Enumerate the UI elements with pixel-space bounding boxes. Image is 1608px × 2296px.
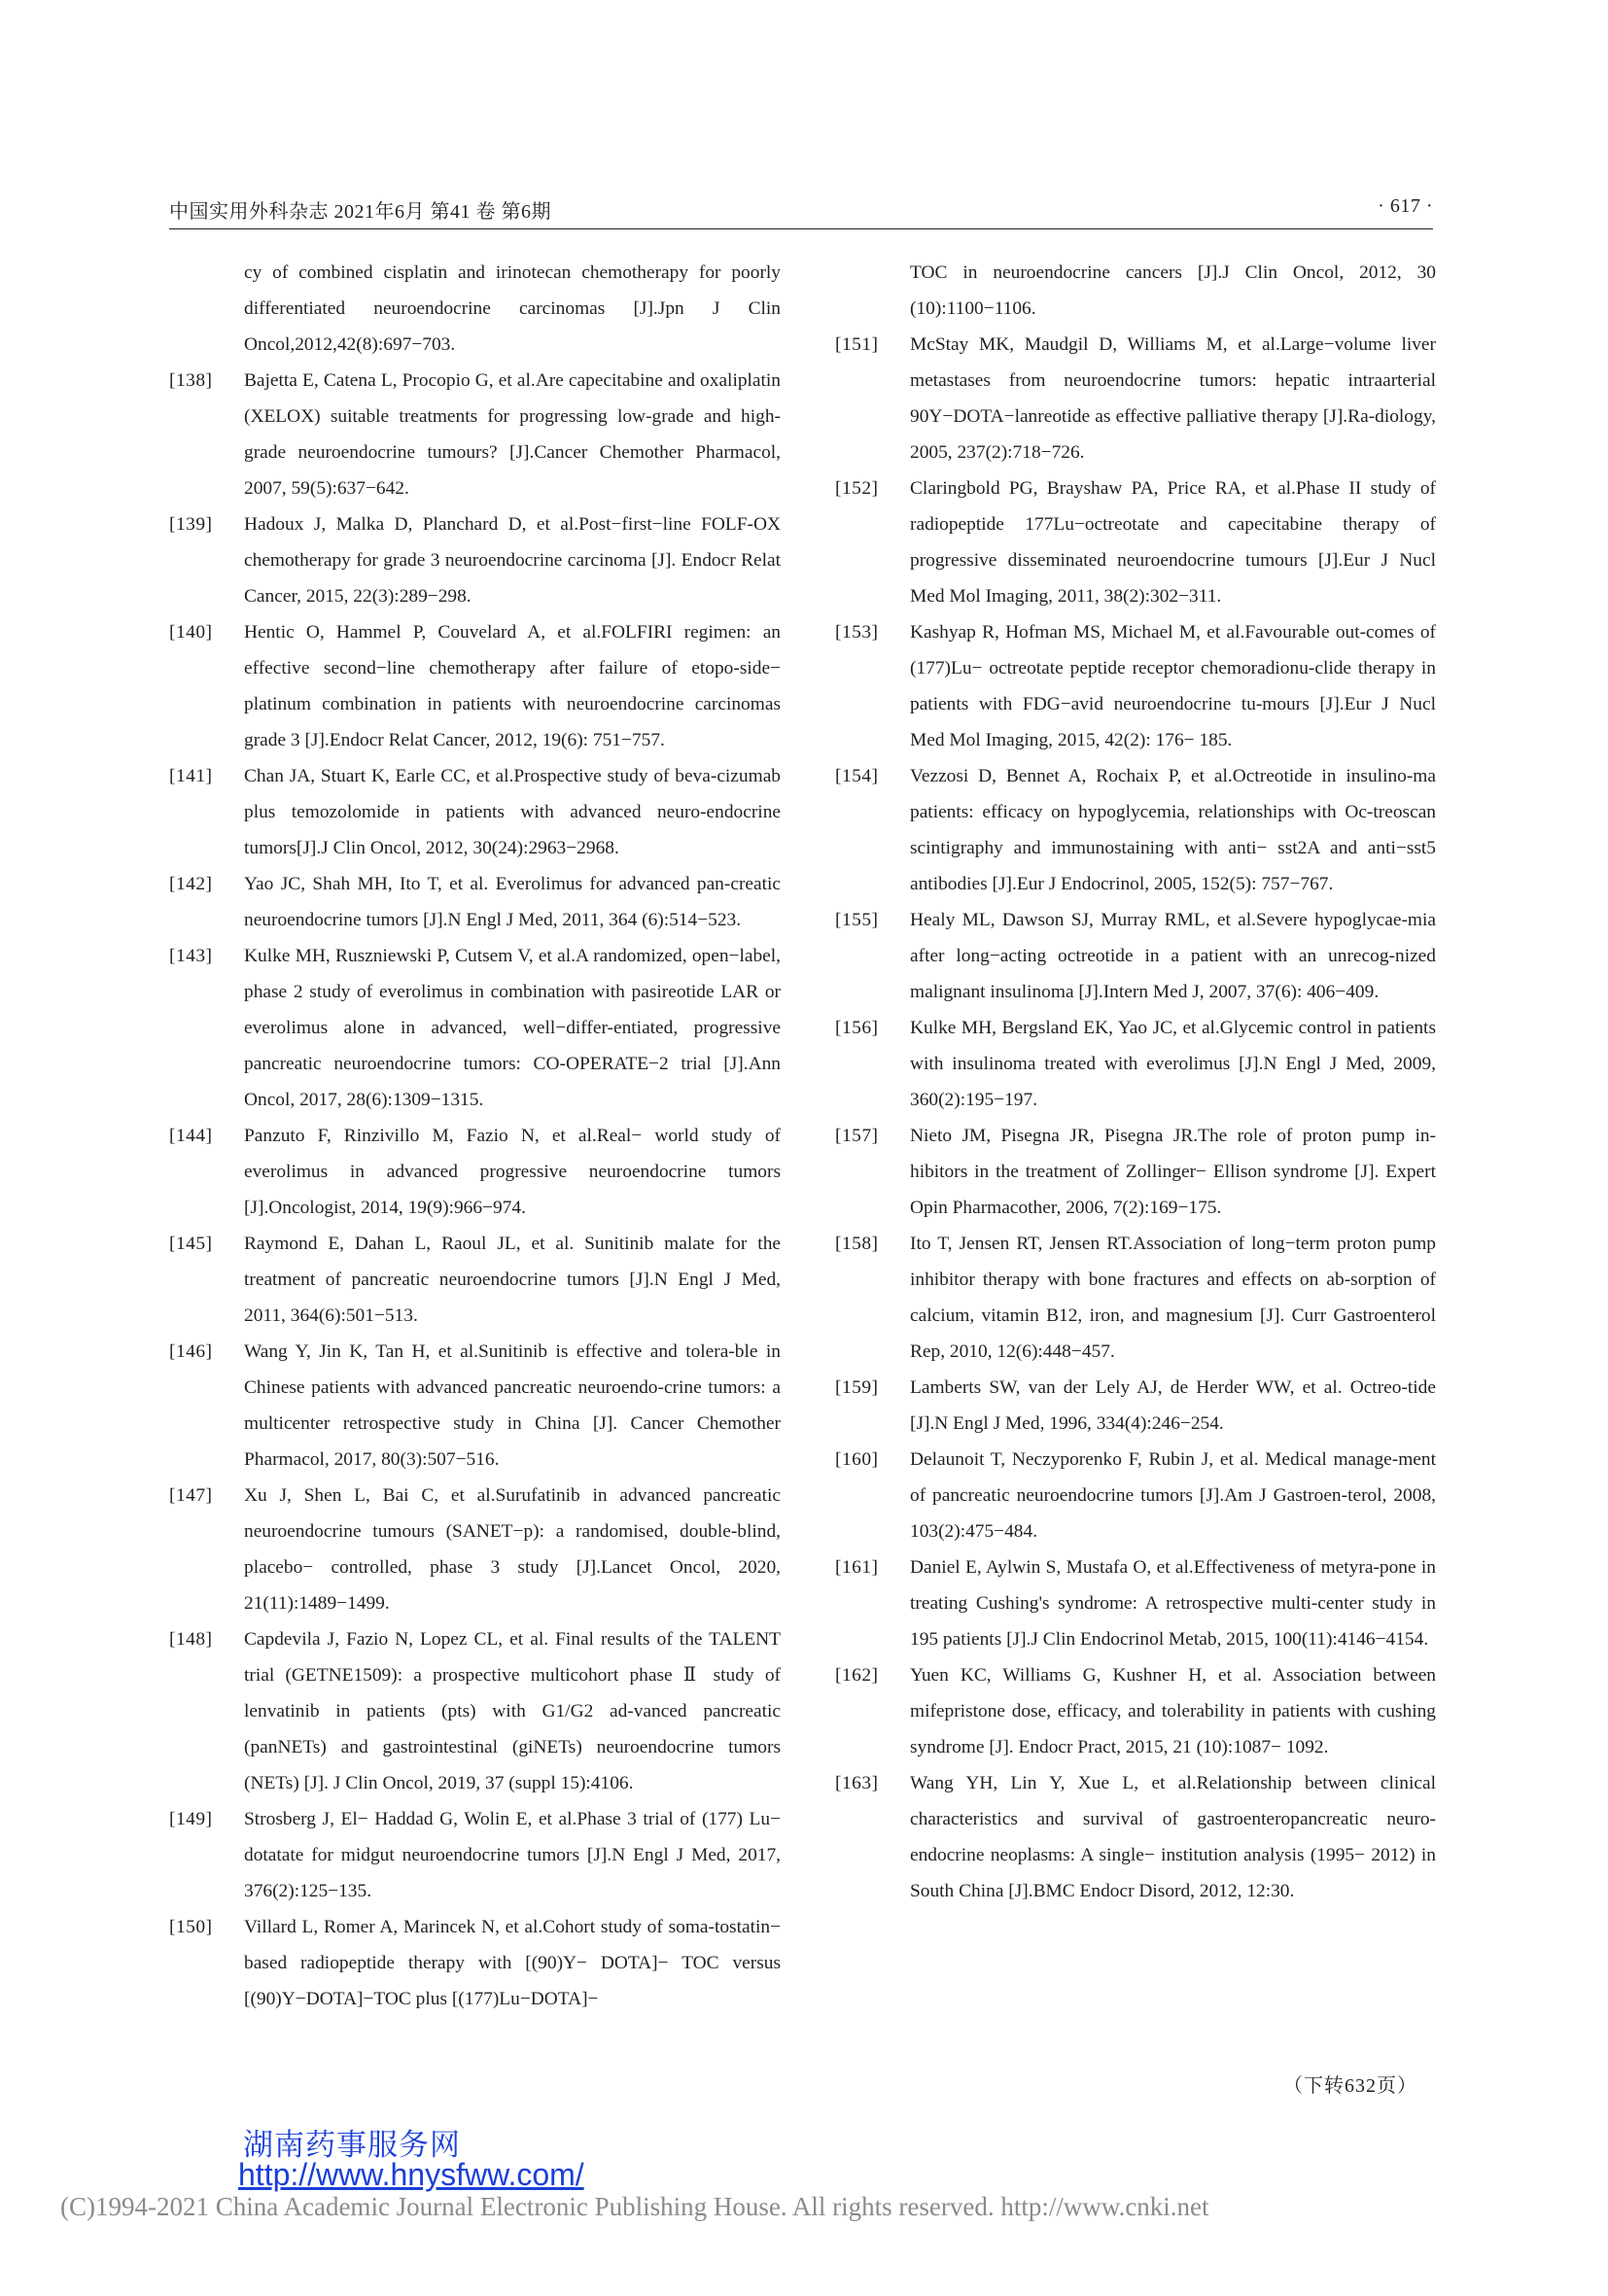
reference-number: [156]	[835, 1018, 879, 1038]
reference-text: Delaunoit T, Neczyporenko F, Rubin J, et al. Medical manage-ment of pancreatic neuroendocrine tumors [J].Am J Gastroen-terol, 2008, 103(2):475−484.	[910, 1449, 1436, 1542]
page-number: · 617 ·	[1378, 195, 1433, 217]
reference-text: Hadoux J, Malka D, Planchard D, et al.Post−first−line FOLF-OX chemotherapy for grade 3 neuroendocrine carcinoma [J]. Endocr Relat Cancer, 2015, 22(3):289−298.	[244, 514, 781, 607]
reference-item	[835, 1226, 1436, 1370]
reference-column-right	[835, 255, 1436, 1909]
reference-text: Villard L, Romer A, Marincek N, et al.Cohort study of soma-tostatin− based radiopeptide therapy with [(90)Y− DOTA]− TOC versus [(90)Y−DOTA]−TOC plus [(177)Lu−DOTA]−	[244, 1917, 781, 2009]
reference-text: Wang YH, Lin Y, Xue L, et al.Relationship between clinical characteristics and survival of gastroenteropancreatic neuro-endocrine neoplasms: A single− institution analysis (1995− 2012) in South China [J].BMC Endocr Disord, 2012, 12:30.	[910, 1773, 1436, 1901]
reference-text: Strosberg J, El− Haddad G, Wolin E, et al.Phase 3 trial of (177) Lu− dotatate for midgut neuroendocrine tumors [J].N Engl J Med, 2017, 376(2):125−135.	[244, 1809, 781, 1901]
reference-number: [144]	[169, 1126, 213, 1146]
reference-number: [159]	[835, 1377, 879, 1398]
reference-text: Hentic O, Hammel P, Couvelard A, et al.FOLFIRI regimen: an effective second−line chemotherapy after failure of etopo-side− platinum combination in patients with neuroendocrine carcinomas grade 3 [J].Endocr Relat Cancer, 2012, 19(6): 751−757.	[244, 622, 781, 750]
reference-text: Vezzosi D, Bennet A, Rochaix P, et al.Octreotide in insulino-ma patients: efficacy on hypoglycemia, relationships with Oc-treoscan scintigraphy and immunostaining with anti− sst2A and anti−sst5 antibodies [J].Eur J Endocrinol, 2005, 152(5): 757−767.	[910, 766, 1436, 894]
reference-text: Yuen KC, Williams G, Kushner H, et al. Association between mifepristone dose, efficacy, and tolerability in patients with cushing syndrome [J]. Endocr Pract, 2015, 21 (10):1087− 1092.	[910, 1665, 1436, 1757]
reference-text: Kashyap R, Hofman MS, Michael M, et al.Favourable out-comes of (177)Lu− octreotate peptide receptor chemoradionu-clide therapy in patients with FDG−avid neuroendocrine tu-mours [J].Eur J Nucl Med Mol Imaging, 2015, 42(2): 176− 185.	[910, 622, 1436, 750]
reference-number: [162]	[835, 1665, 879, 1686]
reference-item	[835, 902, 1436, 1010]
reference-number: [145]	[169, 1234, 213, 1254]
reference-item	[835, 1657, 1436, 1765]
reference-item	[835, 1010, 1436, 1118]
reference-item	[169, 506, 781, 614]
reference-item	[169, 758, 781, 866]
reference-number: [142]	[169, 874, 213, 894]
reference-text: Raymond E, Dahan L, Raoul JL, et al. Sunitinib malate for the treatment of pancreatic neuroendocrine tumors [J].N Engl J Med, 2011, 364(6):501−513.	[244, 1234, 781, 1326]
reference-item	[169, 1801, 781, 1909]
reference-item	[169, 866, 781, 938]
watermark-site-name: 湖南药事服务网	[243, 2128, 461, 2163]
reference-number: [146]	[169, 1341, 213, 1362]
reference-text: McStay MK, Maudgil D, Williams M, et al.Large−volume liver metastases from neuroendocrine tumors: hepatic intraarterial 90Y−DOTA−lanreotide as effective palliative therapy [J].Ra-diology, 2005, 237(2):718−726.	[910, 334, 1436, 463]
continued-on-note: （下转632页）	[1283, 2075, 1417, 2097]
reference-item	[169, 1226, 781, 1334]
reference-number: [149]	[169, 1809, 213, 1829]
reference-text: Lamberts SW, van der Lely AJ, de Herder WW, et al. Octreo-tide [J].N Engl J Med, 1996, 334(4):246−254.	[910, 1377, 1436, 1434]
reference-item	[835, 1765, 1436, 1909]
reference-item	[169, 1334, 781, 1478]
reference-number: [151]	[835, 334, 879, 355]
reference-item	[169, 1478, 781, 1621]
reference-number: [163]	[835, 1773, 879, 1793]
reference-number: [138]	[169, 370, 213, 391]
reference-number: [141]	[169, 766, 213, 786]
reference-number: [161]	[835, 1557, 879, 1578]
reference-item	[835, 1370, 1436, 1442]
reference-item	[169, 614, 781, 758]
reference-item	[835, 758, 1436, 902]
reference-item	[835, 1118, 1436, 1226]
reference-number: [153]	[835, 622, 879, 643]
reference-number: [150]	[169, 1917, 213, 1937]
reference-continuation: cy of combined cisplatin and irinotecan chemotherapy for poorly differentiated neuroendocrine carcinomas [J].Jpn J Clin Oncol,2012,42(8):697−703.	[244, 262, 781, 355]
journal-title: 中国实用外科杂志 2021年6月 第41 卷 第6期	[169, 201, 551, 223]
reference-item	[835, 1549, 1436, 1657]
reference-item	[169, 1621, 781, 1801]
reference-item	[835, 327, 1436, 470]
copyright-footer: (C)1994-2021 China Academic Journal Electronic Publishing House. All rights reserved. http://www.cnki.net	[60, 2192, 1209, 2221]
running-header	[169, 195, 1433, 228]
reference-item	[169, 363, 781, 506]
reference-item	[169, 1118, 781, 1226]
reference-number: [139]	[169, 514, 213, 535]
reference-number: [157]	[835, 1126, 879, 1146]
reference-text: Wang Y, Jin K, Tan H, et al.Sunitinib is effective and tolera-ble in Chinese patients with advanced pancreatic neuroendo-crine tumors: a multicenter retrospective study in China [J]. Cancer Chemother Pharmacol, 2017, 80(3):507−516.	[244, 1341, 781, 1470]
reference-number: [158]	[835, 1234, 879, 1254]
reference-text: Nieto JM, Pisegna JR, Pisegna JR.The role of proton pump in-hibitors in the treatment of Zollinger− Ellison syndrome [J]. Expert Opin Pharmacother, 2006, 7(2):169−175.	[910, 1126, 1436, 1218]
reference-number: [140]	[169, 622, 213, 643]
reference-text: Capdevila J, Fazio N, Lopez CL, et al. Final results of the TALENT trial (GETNE1509): a prospective multicohort phase Ⅱ study of lenvatinib in patients (pts) with G1/G2 ad-vanced pancreatic (panNETs) and gastrointestinal (giNETs) neuroendocrine tumors (NETs) [J]. J Clin Oncol, 2019, 37 (suppl 15):4106.	[244, 1629, 781, 1793]
reference-text: Ito T, Jensen RT, Jensen RT.Association of long−term proton pump inhibitor therapy with bone fractures and effects on ab-sorption of calcium, vitamin B12, iron, and magnesium [J]. Curr Gastroenterol Rep, 2010, 12(6):448−457.	[910, 1234, 1436, 1362]
reference-column-left	[169, 255, 781, 2017]
reference-number: [152]	[835, 478, 879, 499]
header-rule	[169, 228, 1433, 229]
reference-text: Chan JA, Stuart K, Earle CC, et al.Prospective study of beva-cizumab plus temozolomide in patients with advanced neuro-endocrine tumors[J].J Clin Oncol, 2012, 30(24):2963−2968.	[244, 766, 781, 858]
reference-number: [155]	[835, 910, 879, 930]
reference-number: [143]	[169, 946, 213, 966]
reference-text: Panzuto F, Rinzivillo M, Fazio N, et al.Real− world study of everolimus in advanced progressive neuroendocrine tumors [J].Oncologist, 2014, 19(9):966−974.	[244, 1126, 781, 1218]
reference-text: Claringbold PG, Brayshaw PA, Price RA, et al.Phase II study of radiopeptide 177Lu−octreotate and capecitabine therapy of progressive disseminated neuroendocrine tumours [J].Eur J Nucl Med Mol Imaging, 2011, 38(2):302−311.	[910, 478, 1436, 607]
reference-number: [148]	[169, 1629, 213, 1650]
reference-item	[169, 1909, 781, 2017]
reference-text: Daniel E, Aylwin S, Mustafa O, et al.Effectiveness of metyra-pone in treating Cushing's syndrome: A retrospective multi-center study in 195 patients [J].J Clin Endocrinol Metab, 2015, 100(11):4146−4154.	[910, 1557, 1436, 1650]
reference-text: Kulke MH, Bergsland EK, Yao JC, et al.Glycemic control in patients with insulinoma treated with everolimus [J].N Engl J Med, 2009, 360(2):195−197.	[910, 1018, 1436, 1110]
reference-text: Kulke MH, Ruszniewski P, Cutsem V, et al.A randomized, open−label, phase 2 study of everolimus in combination with pasireotide LAR or everolimus alone in advanced, well−differ-entiated, progressive pancreatic neuroendocrine tumors: CO-OPERATE−2 trial [J].Ann Oncol, 2017, 28(6):1309−1315.	[244, 946, 781, 1110]
reference-text: Yao JC, Shah MH, Ito T, et al. Everolimus for advanced pan-creatic neuroendocrine tumors [J].N Engl J Med, 2011, 364 (6):514−523.	[244, 874, 781, 930]
reference-number: [154]	[835, 766, 879, 786]
reference-item	[835, 470, 1436, 614]
reference-number: [160]	[835, 1449, 879, 1470]
reference-item	[169, 938, 781, 1118]
reference-text: Xu J, Shen L, Bai C, et al.Surufatinib in advanced pancreatic neuroendocrine tumours (SANET−p): a randomised, double-blind, placebo− controlled, phase 3 study [J].Lancet Oncol, 2020, 21(11):1489−1499.	[244, 1485, 781, 1614]
reference-number: [147]	[169, 1485, 213, 1506]
reference-text: Bajetta E, Catena L, Procopio G, et al.Are capecitabine and oxaliplatin (XELOX) suitable treatments for progressing low-grade and high- grade neuroendocrine tumours? [J].Cancer Chemother Pharmacol, 2007, 59(5):637−642.	[244, 370, 781, 499]
reference-item	[835, 614, 1436, 758]
reference-text: Healy ML, Dawson SJ, Murray RML, et al.Severe hypoglycae-mia after long−acting octreotide in a patient with an unrecog-nized malignant insulinoma [J].Intern Med J, 2007, 37(6): 406−409.	[910, 910, 1436, 1002]
reference-item	[835, 1442, 1436, 1549]
watermark-link[interactable]: http://www.hnysfww.com/	[238, 2157, 584, 2192]
reference-continuation: TOC in neuroendocrine cancers [J].J Clin Oncol, 2012, 30 (10):1100−1106.	[910, 262, 1436, 319]
